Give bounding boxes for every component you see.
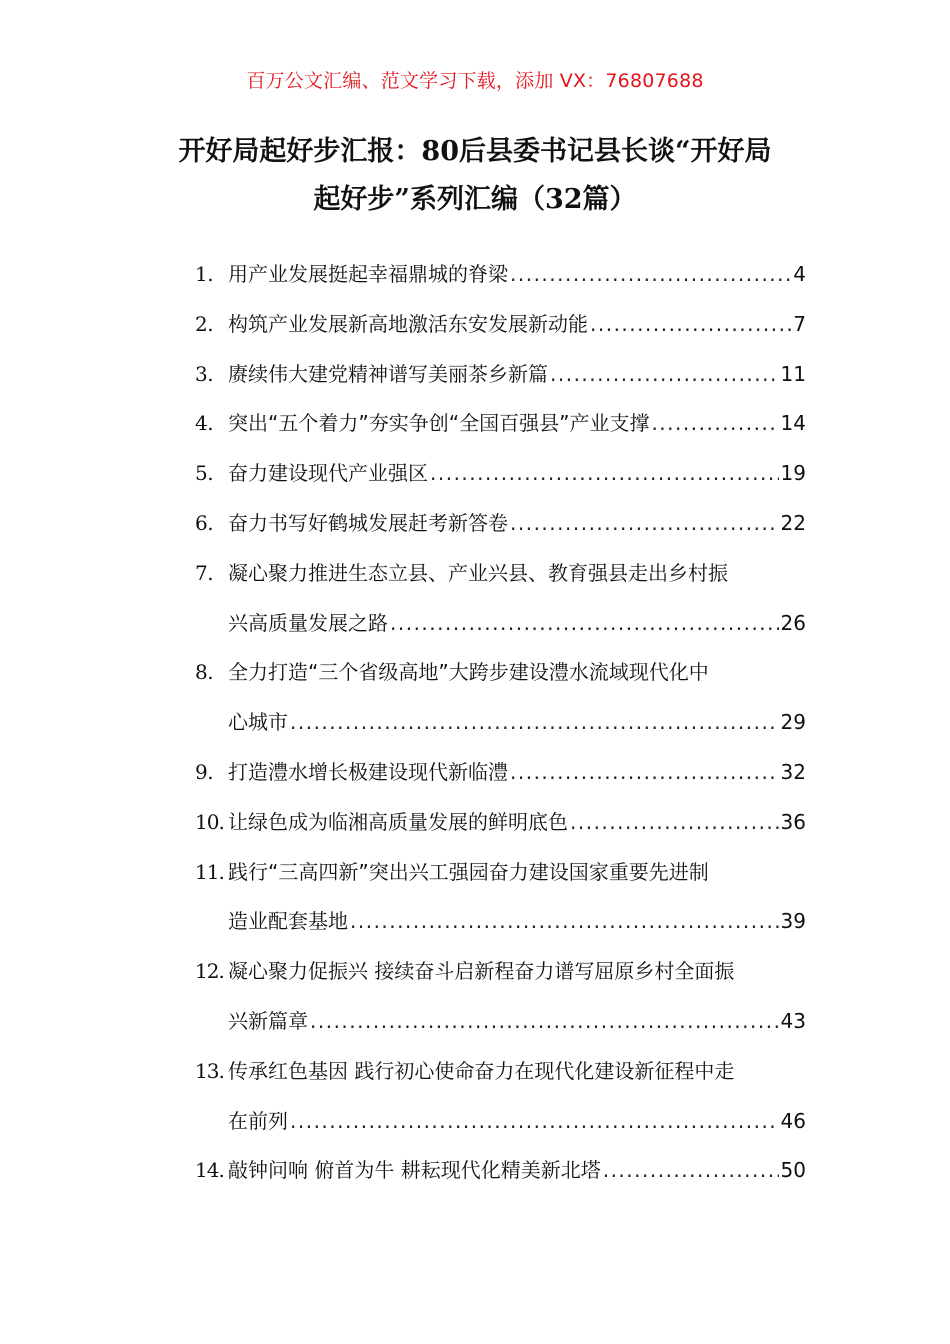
toc-entry[interactable]: [195, 748, 806, 798]
toc-entry-title[interactable]: 让绿色成为临湘高质量发展的鲜明底色: [228, 809, 568, 834]
toc-line: [195, 250, 806, 300]
toc-entry-title[interactable]: 凝心聚力促振兴 接续奋斗启新程奋力谱写屈原乡村全面振: [228, 959, 735, 984]
toc-line: [195, 499, 806, 549]
toc-entry-number: 10.: [195, 809, 224, 834]
toc-dot-leader: [590, 300, 791, 350]
toc-dot-leader: [430, 449, 779, 499]
toc-entry[interactable]: [195, 798, 806, 848]
toc-entry-number: 8.: [195, 660, 214, 685]
toc-entry-number: 5.: [195, 461, 214, 486]
toc-entry-title[interactable]: 奋力书写好鹤城发展赶考新答卷: [228, 510, 508, 535]
toc-line: [195, 399, 806, 449]
toc-page-number[interactable]: 36: [780, 809, 806, 834]
toc-line: [195, 848, 806, 898]
toc-page-number[interactable]: 7: [793, 311, 806, 336]
toc-line: [195, 648, 806, 698]
toc-entry-title-continued[interactable]: 造业配套基地: [228, 909, 348, 934]
toc-dot-leader: [550, 350, 779, 400]
toc-page-number[interactable]: 50: [780, 1158, 806, 1183]
toc-page-number[interactable]: 39: [780, 909, 806, 934]
toc-entry-title[interactable]: 奋力建设现代产业强区: [228, 461, 428, 486]
toc-dot-leader: [390, 599, 779, 649]
toc-entry-title-continued[interactable]: 兴新篇章: [228, 1008, 308, 1033]
toc-entry-title[interactable]: 用产业发展挺起幸福鼎城的脊梁: [228, 262, 508, 286]
page-header-watermark: 百万公文汇编、范文学习下载，添加 VX：76807688: [246, 70, 704, 92]
toc-entry-number: 14.: [195, 1158, 224, 1183]
toc-line: [195, 549, 806, 599]
toc-entry[interactable]: [195, 648, 806, 748]
toc-dot-leader: [570, 798, 779, 848]
toc-dot-leader: [510, 748, 779, 798]
toc-entry-title[interactable]: 全力打造“三个省级高地”大跨步建设澧水流域现代化中: [228, 660, 709, 685]
toc-entry-title[interactable]: 传承红色基因 践行初心使命奋力在现代化建设新征程中走: [228, 1058, 735, 1083]
toc-line: [195, 748, 806, 798]
toc-entry[interactable]: [195, 449, 806, 499]
toc-dot-leader: [350, 897, 779, 947]
toc-line-continuation: [195, 599, 806, 649]
toc-line-continuation: [195, 698, 806, 748]
toc-entry-number: 11.: [195, 859, 224, 884]
toc-entry[interactable]: [195, 250, 806, 300]
toc-entry-number: 12.: [195, 959, 224, 984]
document-title-line-1: 开好局起好步汇报：80后县委书记县长谈“开好局: [178, 136, 772, 167]
toc-entry[interactable]: [195, 350, 806, 400]
toc-page-number[interactable]: 22: [780, 510, 806, 535]
toc-entry-title[interactable]: 突出“五个着力”夯实争创“全国百强县”产业支撑: [228, 411, 650, 436]
toc-page-number[interactable]: 29: [780, 710, 806, 735]
toc-page-number[interactable]: 14: [780, 411, 806, 436]
toc-line: [195, 947, 806, 997]
toc-entry-number: 7.: [195, 560, 214, 585]
toc-entry-number: 3.: [195, 361, 214, 386]
toc-page-number[interactable]: 43: [780, 1008, 806, 1033]
toc-line-continuation: [195, 997, 806, 1047]
toc-line-continuation: [195, 1097, 806, 1147]
toc-dot-leader: [603, 1146, 779, 1196]
toc-entry[interactable]: [195, 848, 806, 948]
toc-page-number[interactable]: 46: [780, 1108, 806, 1133]
toc-entry[interactable]: [195, 549, 806, 649]
toc-page-number[interactable]: 19: [780, 461, 806, 486]
toc-entry[interactable]: [195, 399, 806, 449]
toc-line: [195, 1146, 806, 1196]
toc-entry-number: 2.: [195, 311, 214, 336]
toc-dot-leader: [290, 698, 779, 748]
toc-line: [195, 350, 806, 400]
toc-entry-number: 1.: [195, 262, 214, 286]
toc-entry[interactable]: [195, 947, 806, 1047]
toc-page-number[interactable]: 4: [793, 262, 806, 286]
toc-dot-leader: [510, 499, 779, 549]
toc-line: [195, 449, 806, 499]
toc-entry[interactable]: [195, 1146, 806, 1196]
toc-dot-leader: [310, 997, 779, 1047]
toc-entry-number: 9.: [195, 759, 214, 784]
toc-dot-leader: [651, 399, 778, 449]
toc-entry-title[interactable]: 敲钟问响 俯首为牛 耕耘现代化精美新北塔: [228, 1158, 601, 1183]
toc-dot-leader: [290, 1097, 779, 1147]
toc-entry-title[interactable]: 践行“三高四新”突出兴工强园奋力建设国家重要先进制: [228, 859, 709, 884]
toc-entry[interactable]: [195, 300, 806, 350]
toc-entry-number: 4.: [195, 411, 214, 436]
toc-dot-leader: [510, 250, 791, 300]
toc-entry-title-continued[interactable]: 在前列: [228, 1108, 288, 1133]
document-title: [120, 128, 830, 224]
toc-page-number[interactable]: 26: [780, 610, 806, 635]
toc-entry-title[interactable]: 凝心聚力推进生态立县、产业兴县、教育强县走出乡村振: [228, 560, 728, 585]
toc-entry-title[interactable]: 赓续伟大建党精神谱写美丽茶乡新篇: [228, 361, 548, 386]
table-of-contents: [195, 250, 806, 1196]
toc-entry-number: 13.: [195, 1058, 224, 1083]
toc-page-number[interactable]: 32: [780, 759, 806, 784]
toc-line: [195, 300, 806, 350]
toc-entry-title-continued[interactable]: 心城市: [228, 710, 288, 735]
document-title-line-2: 起好步”系列汇编（32篇）: [313, 184, 637, 215]
toc-line: [195, 1047, 806, 1097]
toc-entry[interactable]: [195, 499, 806, 549]
toc-page-number[interactable]: 11: [780, 361, 806, 386]
toc-line: [195, 798, 806, 848]
toc-line-continuation: [195, 897, 806, 947]
toc-entry-title[interactable]: 构筑产业发展新高地激活东安发展新动能: [228, 311, 588, 336]
toc-entry[interactable]: [195, 1047, 806, 1147]
toc-entry-title-continued[interactable]: 兴高质量发展之路: [228, 610, 388, 635]
toc-entry-number: 6.: [195, 510, 214, 535]
toc-entry-title[interactable]: 打造澧水增长极建设现代新临澧: [228, 759, 508, 784]
